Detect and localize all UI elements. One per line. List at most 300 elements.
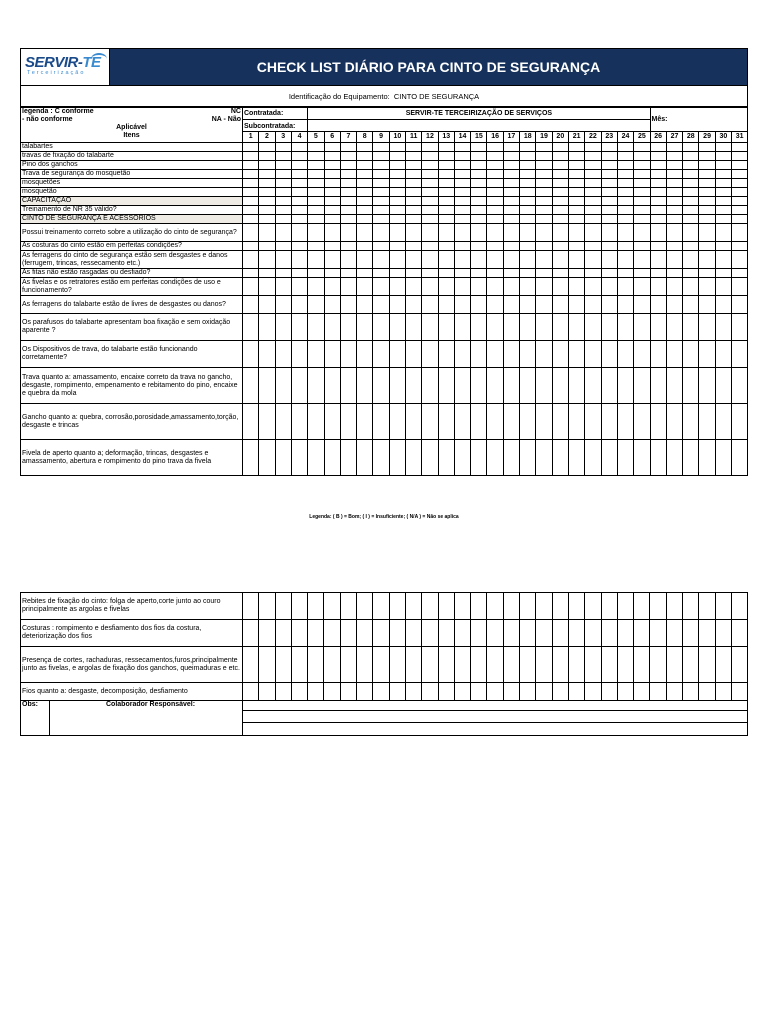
day-check-cell[interactable]: [357, 368, 373, 404]
day-check-cell[interactable]: [324, 251, 340, 269]
day-check-cell[interactable]: [275, 404, 291, 440]
day-check-cell[interactable]: [291, 179, 307, 188]
day-check-cell[interactable]: [552, 251, 568, 269]
day-check-cell[interactable]: [601, 152, 617, 161]
day-check-cell[interactable]: [373, 170, 389, 179]
day-check-cell[interactable]: [243, 251, 259, 269]
day-check-cell[interactable]: [373, 368, 389, 404]
day-check-cell[interactable]: [601, 161, 617, 170]
day-check-cell[interactable]: [552, 647, 568, 683]
day-check-cell[interactable]: [601, 683, 617, 701]
day-check-cell[interactable]: [666, 314, 682, 341]
day-check-cell[interactable]: [683, 404, 699, 440]
day-check-cell[interactable]: [471, 197, 487, 206]
day-check-cell[interactable]: [683, 224, 699, 242]
day-check-cell[interactable]: [634, 179, 650, 188]
day-check-cell[interactable]: [666, 152, 682, 161]
day-check-cell[interactable]: [340, 179, 356, 188]
day-check-cell[interactable]: [634, 593, 650, 620]
day-check-cell[interactable]: [471, 593, 487, 620]
day-check-cell[interactable]: [552, 188, 568, 197]
day-check-cell[interactable]: [699, 269, 715, 278]
day-check-cell[interactable]: [357, 296, 373, 314]
day-check-cell[interactable]: [471, 242, 487, 251]
day-check-cell[interactable]: [357, 647, 373, 683]
day-check-cell[interactable]: [520, 188, 536, 197]
day-check-cell[interactable]: [601, 647, 617, 683]
day-check-cell[interactable]: [634, 368, 650, 404]
day-check-cell[interactable]: [406, 269, 422, 278]
day-check-cell[interactable]: [471, 179, 487, 188]
day-check-cell[interactable]: [373, 161, 389, 170]
day-check-cell[interactable]: [438, 251, 454, 269]
day-check-cell[interactable]: [520, 242, 536, 251]
day-check-cell[interactable]: [357, 215, 373, 224]
day-check-cell[interactable]: [503, 197, 519, 206]
day-check-cell[interactable]: [324, 368, 340, 404]
day-check-cell[interactable]: [406, 278, 422, 296]
day-check-cell[interactable]: [552, 404, 568, 440]
day-check-cell[interactable]: [324, 269, 340, 278]
day-check-cell[interactable]: [666, 440, 682, 476]
day-check-cell[interactable]: [634, 296, 650, 314]
day-check-cell[interactable]: [536, 647, 552, 683]
day-check-cell[interactable]: [389, 152, 405, 161]
day-check-cell[interactable]: [454, 188, 470, 197]
day-check-cell[interactable]: [422, 152, 438, 161]
day-check-cell[interactable]: [259, 242, 275, 251]
day-check-cell[interactable]: [454, 647, 470, 683]
day-check-cell[interactable]: [259, 404, 275, 440]
day-check-cell[interactable]: [454, 404, 470, 440]
day-check-cell[interactable]: [324, 188, 340, 197]
day-check-cell[interactable]: [666, 161, 682, 170]
day-check-cell[interactable]: [422, 314, 438, 341]
day-check-cell[interactable]: [406, 404, 422, 440]
day-check-cell[interactable]: [732, 152, 748, 161]
day-check-cell[interactable]: [259, 278, 275, 296]
day-check-cell[interactable]: [275, 170, 291, 179]
day-check-cell[interactable]: [259, 368, 275, 404]
day-check-cell[interactable]: [585, 296, 601, 314]
day-check-cell[interactable]: [406, 215, 422, 224]
day-check-cell[interactable]: [438, 278, 454, 296]
day-check-cell[interactable]: [601, 440, 617, 476]
day-check-cell[interactable]: [503, 224, 519, 242]
day-check-cell[interactable]: [666, 188, 682, 197]
day-check-cell[interactable]: [259, 647, 275, 683]
day-check-cell[interactable]: [487, 179, 503, 188]
day-check-cell[interactable]: [715, 197, 731, 206]
day-check-cell[interactable]: [666, 296, 682, 314]
day-check-cell[interactable]: [585, 314, 601, 341]
day-check-cell[interactable]: [650, 224, 666, 242]
day-check-cell[interactable]: [617, 593, 633, 620]
day-check-cell[interactable]: [373, 647, 389, 683]
day-check-cell[interactable]: [601, 170, 617, 179]
day-check-cell[interactable]: [699, 179, 715, 188]
day-check-cell[interactable]: [454, 278, 470, 296]
day-check-cell[interactable]: [585, 206, 601, 215]
day-check-cell[interactable]: [503, 251, 519, 269]
day-check-cell[interactable]: [715, 161, 731, 170]
day-check-cell[interactable]: [308, 224, 324, 242]
day-check-cell[interactable]: [340, 269, 356, 278]
day-check-cell[interactable]: [666, 170, 682, 179]
day-check-cell[interactable]: [487, 296, 503, 314]
day-check-cell[interactable]: [699, 215, 715, 224]
day-check-cell[interactable]: [536, 197, 552, 206]
day-check-cell[interactable]: [308, 314, 324, 341]
day-check-cell[interactable]: [373, 242, 389, 251]
day-check-cell[interactable]: [471, 188, 487, 197]
day-check-cell[interactable]: [617, 269, 633, 278]
day-check-cell[interactable]: [357, 206, 373, 215]
day-check-cell[interactable]: [666, 404, 682, 440]
day-check-cell[interactable]: [617, 251, 633, 269]
day-check-cell[interactable]: [471, 296, 487, 314]
day-check-cell[interactable]: [422, 647, 438, 683]
day-check-cell[interactable]: [683, 647, 699, 683]
day-check-cell[interactable]: [715, 242, 731, 251]
day-check-cell[interactable]: [617, 179, 633, 188]
day-check-cell[interactable]: [454, 296, 470, 314]
day-check-cell[interactable]: [291, 296, 307, 314]
day-check-cell[interactable]: [732, 404, 748, 440]
day-check-cell[interactable]: [340, 161, 356, 170]
day-check-cell[interactable]: [454, 170, 470, 179]
day-check-cell[interactable]: [340, 242, 356, 251]
day-check-cell[interactable]: [454, 152, 470, 161]
day-check-cell[interactable]: [340, 593, 356, 620]
day-check-cell[interactable]: [601, 206, 617, 215]
day-check-cell[interactable]: [585, 278, 601, 296]
day-check-cell[interactable]: [275, 251, 291, 269]
day-check-cell[interactable]: [275, 143, 291, 152]
day-check-cell[interactable]: [683, 188, 699, 197]
day-check-cell[interactable]: [715, 296, 731, 314]
day-check-cell[interactable]: [650, 206, 666, 215]
day-check-cell[interactable]: [650, 269, 666, 278]
day-check-cell[interactable]: [422, 404, 438, 440]
day-check-cell[interactable]: [291, 593, 307, 620]
day-check-cell[interactable]: [308, 647, 324, 683]
day-check-cell[interactable]: [422, 197, 438, 206]
day-check-cell[interactable]: [438, 593, 454, 620]
day-check-cell[interactable]: [650, 296, 666, 314]
day-check-cell[interactable]: [324, 242, 340, 251]
day-check-cell[interactable]: [617, 404, 633, 440]
day-check-cell[interactable]: [585, 683, 601, 701]
day-check-cell[interactable]: [731, 593, 747, 620]
day-check-cell[interactable]: [324, 179, 340, 188]
day-check-cell[interactable]: [243, 440, 259, 476]
day-check-cell[interactable]: [243, 620, 259, 647]
day-check-cell[interactable]: [340, 647, 356, 683]
day-check-cell[interactable]: [650, 593, 666, 620]
day-check-cell[interactable]: [406, 143, 422, 152]
day-check-cell[interactable]: [617, 143, 633, 152]
day-check-cell[interactable]: [585, 215, 601, 224]
day-check-cell[interactable]: [324, 278, 340, 296]
day-check-cell[interactable]: [291, 683, 307, 701]
day-check-cell[interactable]: [243, 278, 259, 296]
day-check-cell[interactable]: [503, 404, 519, 440]
day-check-cell[interactable]: [406, 197, 422, 206]
day-check-cell[interactable]: [373, 314, 389, 341]
day-check-cell[interactable]: [487, 242, 503, 251]
day-check-cell[interactable]: [503, 683, 519, 701]
day-check-cell[interactable]: [699, 593, 715, 620]
day-check-cell[interactable]: [438, 179, 454, 188]
day-check-cell[interactable]: [438, 341, 454, 368]
day-check-cell[interactable]: [650, 152, 666, 161]
day-check-cell[interactable]: [568, 215, 584, 224]
day-check-cell[interactable]: [732, 269, 748, 278]
day-check-cell[interactable]: [373, 341, 389, 368]
day-check-cell[interactable]: [617, 296, 633, 314]
day-check-cell[interactable]: [389, 593, 405, 620]
day-check-cell[interactable]: [275, 296, 291, 314]
day-check-cell[interactable]: [389, 440, 405, 476]
day-check-cell[interactable]: [308, 593, 324, 620]
day-check-cell[interactable]: [699, 647, 715, 683]
day-check-cell[interactable]: [552, 341, 568, 368]
day-check-cell[interactable]: [568, 440, 584, 476]
day-check-cell[interactable]: [568, 242, 584, 251]
day-check-cell[interactable]: [568, 179, 584, 188]
day-check-cell[interactable]: [389, 206, 405, 215]
day-check-cell[interactable]: [650, 314, 666, 341]
day-check-cell[interactable]: [389, 404, 405, 440]
day-check-cell[interactable]: [601, 197, 617, 206]
day-check-cell[interactable]: [699, 224, 715, 242]
day-check-cell[interactable]: [275, 368, 291, 404]
day-check-cell[interactable]: [438, 161, 454, 170]
day-check-cell[interactable]: [324, 620, 340, 647]
day-check-cell[interactable]: [373, 224, 389, 242]
day-check-cell[interactable]: [617, 224, 633, 242]
day-check-cell[interactable]: [438, 620, 454, 647]
day-check-cell[interactable]: [487, 440, 503, 476]
day-check-cell[interactable]: [275, 179, 291, 188]
day-check-cell[interactable]: [308, 296, 324, 314]
day-check-cell[interactable]: [585, 143, 601, 152]
day-check-cell[interactable]: [405, 620, 421, 647]
day-check-cell[interactable]: [259, 215, 275, 224]
day-check-cell[interactable]: [520, 341, 536, 368]
day-check-cell[interactable]: [340, 215, 356, 224]
day-check-cell[interactable]: [357, 152, 373, 161]
day-check-cell[interactable]: [634, 683, 650, 701]
day-check-cell[interactable]: [699, 251, 715, 269]
day-check-cell[interactable]: [357, 278, 373, 296]
day-check-cell[interactable]: [373, 143, 389, 152]
day-check-cell[interactable]: [732, 143, 748, 152]
day-check-cell[interactable]: [357, 314, 373, 341]
day-check-cell[interactable]: [243, 341, 259, 368]
day-check-cell[interactable]: [422, 170, 438, 179]
day-check-cell[interactable]: [601, 269, 617, 278]
day-check-cell[interactable]: [568, 197, 584, 206]
day-check-cell[interactable]: [634, 278, 650, 296]
day-check-cell[interactable]: [438, 188, 454, 197]
day-check-cell[interactable]: [340, 197, 356, 206]
day-check-cell[interactable]: [275, 224, 291, 242]
day-check-cell[interactable]: [585, 152, 601, 161]
day-check-cell[interactable]: [243, 215, 259, 224]
day-check-cell[interactable]: [259, 224, 275, 242]
day-check-cell[interactable]: [732, 179, 748, 188]
day-check-cell[interactable]: [601, 368, 617, 404]
day-check-cell[interactable]: [422, 161, 438, 170]
day-check-cell[interactable]: [520, 215, 536, 224]
day-check-cell[interactable]: [275, 215, 291, 224]
day-check-cell[interactable]: [650, 647, 666, 683]
day-check-cell[interactable]: [259, 179, 275, 188]
day-check-cell[interactable]: [503, 647, 519, 683]
day-check-cell[interactable]: [699, 683, 715, 701]
day-check-cell[interactable]: [683, 206, 699, 215]
day-check-cell[interactable]: [536, 161, 552, 170]
day-check-cell[interactable]: [275, 242, 291, 251]
day-check-cell[interactable]: [503, 170, 519, 179]
day-check-cell[interactable]: [585, 179, 601, 188]
day-check-cell[interactable]: [308, 242, 324, 251]
day-check-cell[interactable]: [422, 224, 438, 242]
day-check-cell[interactable]: [520, 620, 536, 647]
day-check-cell[interactable]: [454, 251, 470, 269]
day-check-cell[interactable]: [715, 683, 731, 701]
day-check-cell[interactable]: [438, 440, 454, 476]
day-check-cell[interactable]: [683, 170, 699, 179]
day-check-cell[interactable]: [585, 647, 601, 683]
day-check-cell[interactable]: [634, 197, 650, 206]
day-check-cell[interactable]: [715, 404, 731, 440]
day-check-cell[interactable]: [731, 683, 747, 701]
day-check-cell[interactable]: [585, 197, 601, 206]
day-check-cell[interactable]: [438, 215, 454, 224]
day-check-cell[interactable]: [308, 143, 324, 152]
day-check-cell[interactable]: [536, 215, 552, 224]
day-check-cell[interactable]: [259, 143, 275, 152]
day-check-cell[interactable]: [699, 278, 715, 296]
day-check-cell[interactable]: [487, 683, 503, 701]
day-check-cell[interactable]: [715, 368, 731, 404]
day-check-cell[interactable]: [438, 143, 454, 152]
day-check-cell[interactable]: [454, 242, 470, 251]
day-check-cell[interactable]: [340, 224, 356, 242]
day-check-cell[interactable]: [454, 215, 470, 224]
day-check-cell[interactable]: [291, 188, 307, 197]
day-check-cell[interactable]: [683, 269, 699, 278]
day-check-cell[interactable]: [634, 206, 650, 215]
day-check-cell[interactable]: [340, 152, 356, 161]
day-check-cell[interactable]: [454, 368, 470, 404]
day-check-cell[interactable]: [471, 620, 487, 647]
day-check-cell[interactable]: [732, 296, 748, 314]
day-check-cell[interactable]: [536, 188, 552, 197]
day-check-cell[interactable]: [259, 440, 275, 476]
day-check-cell[interactable]: [503, 278, 519, 296]
day-check-cell[interactable]: [454, 224, 470, 242]
day-check-cell[interactable]: [552, 269, 568, 278]
day-check-cell[interactable]: [487, 143, 503, 152]
day-check-cell[interactable]: [308, 251, 324, 269]
day-check-cell[interactable]: [503, 593, 519, 620]
day-check-cell[interactable]: [340, 683, 356, 701]
day-check-cell[interactable]: [243, 161, 259, 170]
day-check-cell[interactable]: [617, 440, 633, 476]
day-check-cell[interactable]: [471, 152, 487, 161]
day-check-cell[interactable]: [389, 215, 405, 224]
day-check-cell[interactable]: [683, 296, 699, 314]
day-check-cell[interactable]: [617, 341, 633, 368]
day-check-cell[interactable]: [601, 179, 617, 188]
day-check-cell[interactable]: [389, 368, 405, 404]
day-check-cell[interactable]: [683, 242, 699, 251]
day-check-cell[interactable]: [471, 170, 487, 179]
day-check-cell[interactable]: [471, 440, 487, 476]
day-check-cell[interactable]: [536, 314, 552, 341]
day-check-cell[interactable]: [357, 440, 373, 476]
day-check-cell[interactable]: [308, 179, 324, 188]
day-check-cell[interactable]: [634, 152, 650, 161]
day-check-cell[interactable]: [389, 143, 405, 152]
day-check-cell[interactable]: [422, 593, 438, 620]
day-check-cell[interactable]: [438, 368, 454, 404]
day-check-cell[interactable]: [487, 278, 503, 296]
day-check-cell[interactable]: [634, 215, 650, 224]
day-check-cell[interactable]: [454, 683, 470, 701]
day-check-cell[interactable]: [357, 242, 373, 251]
day-check-cell[interactable]: [650, 197, 666, 206]
day-check-cell[interactable]: [357, 179, 373, 188]
day-check-cell[interactable]: [243, 314, 259, 341]
day-check-cell[interactable]: [699, 341, 715, 368]
day-check-cell[interactable]: [422, 296, 438, 314]
day-check-cell[interactable]: [275, 314, 291, 341]
day-check-cell[interactable]: [634, 143, 650, 152]
day-check-cell[interactable]: [259, 170, 275, 179]
day-check-cell[interactable]: [650, 215, 666, 224]
day-check-cell[interactable]: [373, 188, 389, 197]
day-check-cell[interactable]: [275, 188, 291, 197]
day-check-cell[interactable]: [699, 188, 715, 197]
day-check-cell[interactable]: [373, 179, 389, 188]
day-check-cell[interactable]: [438, 206, 454, 215]
day-check-cell[interactable]: [422, 278, 438, 296]
day-check-cell[interactable]: [438, 296, 454, 314]
day-check-cell[interactable]: [731, 647, 747, 683]
day-check-cell[interactable]: [405, 683, 421, 701]
day-check-cell[interactable]: [732, 215, 748, 224]
day-check-cell[interactable]: [373, 269, 389, 278]
day-check-cell[interactable]: [683, 251, 699, 269]
day-check-cell[interactable]: [503, 206, 519, 215]
day-check-cell[interactable]: [732, 440, 748, 476]
day-check-cell[interactable]: [340, 620, 356, 647]
day-check-cell[interactable]: [503, 143, 519, 152]
day-check-cell[interactable]: [650, 368, 666, 404]
day-check-cell[interactable]: [699, 143, 715, 152]
day-check-cell[interactable]: [324, 296, 340, 314]
day-check-cell[interactable]: [438, 683, 454, 701]
day-check-cell[interactable]: [715, 269, 731, 278]
day-check-cell[interactable]: [634, 440, 650, 476]
day-check-cell[interactable]: [340, 368, 356, 404]
day-check-cell[interactable]: [275, 683, 291, 701]
